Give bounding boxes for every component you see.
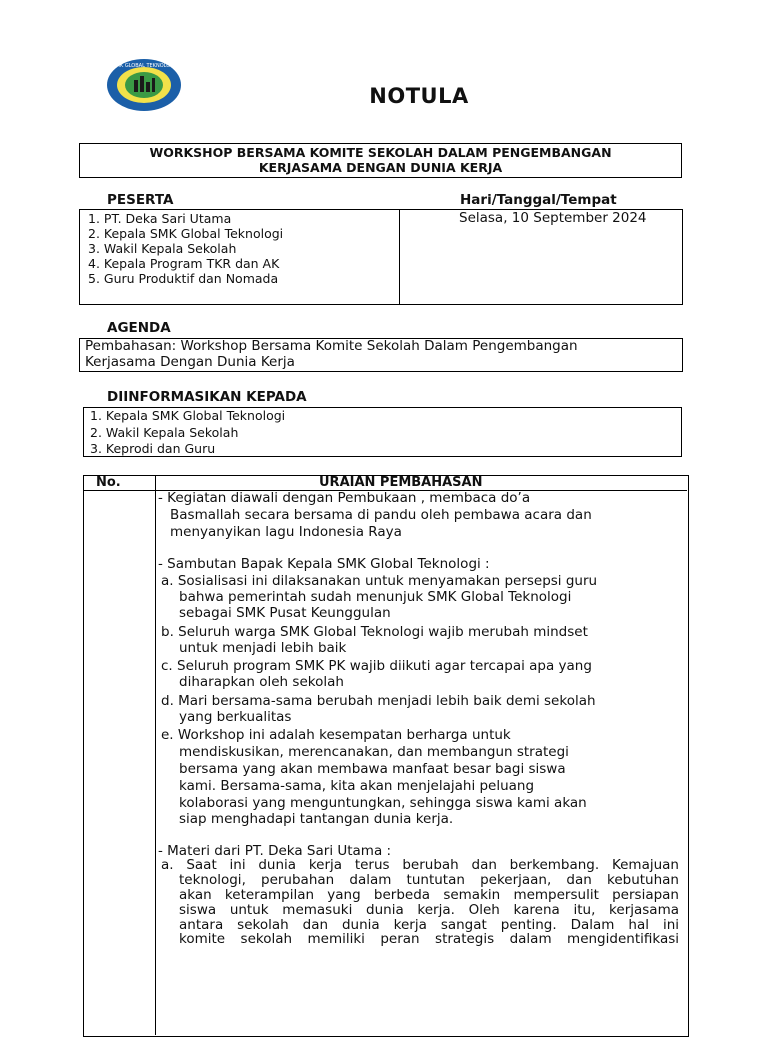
peserta-item: 5. Guru Produktif dan Nomada	[88, 271, 279, 286]
peserta-item: 2. Kepala SMK Global Teknologi	[88, 226, 284, 241]
uraian-line: Basmallah secara bersama di pandu oleh pembawa acara dan	[170, 507, 592, 523]
peserta-item: 1. PT. Deka Sari Utama	[88, 211, 232, 226]
uraian-line: sebagai SMK Pusat Keunggulan	[179, 605, 391, 621]
uraian-line: a. Sosialisasi ini dilaksanakan untuk menyamakan persepsi guru	[161, 573, 598, 589]
uraian-line: bahwa pemerintah sudah menunjuk SMK Global Teknologi	[179, 589, 572, 605]
uraian-line: diharapkan oleh sekolah	[179, 674, 344, 690]
uraian-line: yang berkualitas	[179, 709, 292, 725]
diinformasikan-list	[90, 408, 285, 458]
uraian-line: teknologi, perubahan dalam tuntutan pekerjaan, dan kebutuhan	[179, 872, 679, 888]
peserta-label: PESERTA	[107, 192, 174, 208]
agenda-text	[85, 338, 578, 370]
uraian-line: menyanyikan lagu Indonesia Raya	[170, 524, 402, 540]
diinformasikan-item: 3. Keprodi dan Guru	[90, 441, 216, 456]
uraian-line: siap menghadapi tantangan dunia kerja.	[179, 811, 454, 827]
uraian-line: d. Mari bersama-sama berubah menjadi lebih baik demi sekolah	[161, 693, 596, 709]
uraian-line: siswa untuk memasuki dunia kerja. Oleh karena itu, kerjasama	[179, 902, 679, 918]
agenda-label: AGENDA	[107, 320, 171, 336]
uraian-line: a. Saat ini dunia kerja terus berubah dan berkembang. Kemajuan	[161, 857, 679, 873]
uraian-line: akan keterampilan yang berbeda semakin mempersulit persiapan	[179, 887, 679, 903]
col-uraian-header: URAIAN PEMBAHASAN	[319, 475, 483, 490]
workshop-title-line2: KERJASAMA DENGAN DUNIA KERJA	[258, 160, 503, 175]
date-label: Hari/Tanggal/Tempat	[460, 192, 617, 208]
table-column-divider	[155, 475, 156, 1035]
uraian-line: - Sambutan Bapak Kepala SMK Global Teknologi :	[158, 556, 490, 572]
uraian-line: komite sekolah memiliki peran strategis dalam mengidentifikasi	[179, 931, 679, 947]
diinformasikan-item: 1. Kepala SMK Global Teknologi	[90, 408, 286, 423]
workshop-title-box	[79, 143, 682, 178]
uraian-line: kolaborasi yang menguntungkan, sehingga siswa kami akan	[179, 795, 587, 811]
date-value: Selasa, 10 September 2024	[459, 210, 647, 226]
col-no-header: No.	[96, 475, 121, 490]
agenda-line1: Pembahasan: Workshop Bersama Komite Sekolah Dalam Pengembangan	[85, 338, 578, 354]
uraian-line: antara sekolah dan dunia kerja sangat penting. Dalam hal ini	[179, 917, 679, 933]
page-title: NOTULA	[369, 84, 469, 108]
agenda-line2: Kerjasama Dengan Dunia Kerja	[85, 354, 295, 370]
peserta-list	[88, 211, 283, 286]
peserta-item: 3. Wakil Kepala Sekolah	[88, 241, 237, 256]
uraian-line: - Materi dari PT. Deka Sari Utama :	[158, 843, 392, 859]
uraian-line: c. Seluruh program SMK PK wajib diikuti agar tercapai apa yang	[161, 658, 592, 674]
workshop-title-line1: WORKSHOP BERSAMA KOMITE SEKOLAH DALAM PENGEMBANGAN	[149, 145, 612, 160]
uraian-line: kami. Bersama-sama, kita akan menjelajahi peluang	[179, 778, 535, 794]
diinformasikan-item: 2. Wakil Kepala Sekolah	[90, 424, 239, 440]
uraian-line: b. Seluruh warga SMK Global Teknologi wajib merubah mindset	[161, 624, 588, 640]
uraian-line: untuk menjadi lebih baik	[179, 640, 347, 656]
diinformasikan-label: DIINFORMASIKAN KEPADA	[107, 389, 307, 405]
uraian-line: - Kegiatan diawali dengan Pembukaan , membaca do’a	[158, 490, 531, 506]
peserta-item: 4. Kepala Program TKR dan AK	[88, 256, 280, 271]
svg-text:SMK GLOBAL TEKNOLOGI: SMK GLOBAL TEKNOLOGI	[112, 63, 176, 69]
uraian-line: e. Workshop ini adalah kesempatan berharga untuk	[161, 727, 511, 743]
uraian-line: bersama yang akan membawa manfaat besar bagi siswa	[179, 761, 566, 777]
uraian-line: mendiskusikan, merencanakan, dan membangun strategi	[179, 744, 569, 760]
peserta-divider	[399, 209, 400, 305]
